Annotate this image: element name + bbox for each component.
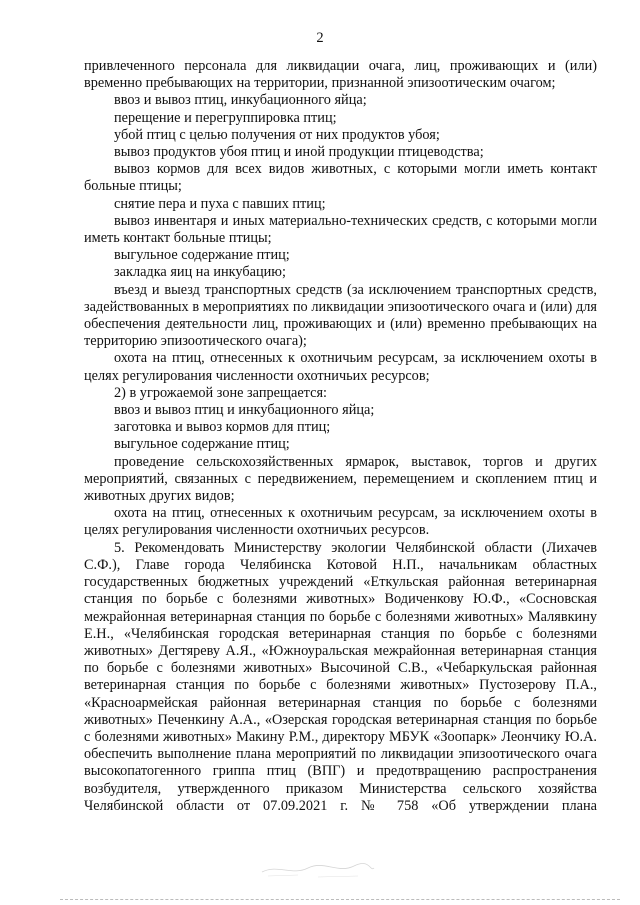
paragraph: выгульное содержание птиц; bbox=[114, 247, 290, 264]
paragraph: закладка яиц на инкубацию; bbox=[114, 264, 286, 281]
page-number: 2 bbox=[316, 30, 324, 46]
paragraph: охота на птиц, отнесенных к охотничьим ресурсам, за исключением охоты в целях регулирования численности охотничьих ресурсов; bbox=[84, 350, 597, 384]
page-bottom-edge bbox=[60, 899, 620, 900]
paragraph: привлеченного персонала для ликвидации очага, лиц, проживающих и (или) временно пребывающих на территории, признанной эпизоотическим очагом; bbox=[84, 58, 597, 92]
paragraph: охота на птиц, отнесенных к охотничьим ресурсам, за исключением охоты в целях регулирования численности охотничьих ресурсов. bbox=[84, 505, 597, 539]
paragraph: вывоз кормов для всех видов животных, с которыми могли иметь контакт больные птицы; bbox=[84, 161, 597, 195]
paragraph: вывоз продуктов убоя птиц и иной продукции птицеводства; bbox=[114, 144, 484, 161]
paragraph: ввоз и вывоз птиц и инкубационного яйца; bbox=[114, 402, 375, 419]
signature-stamp-mark bbox=[258, 858, 378, 880]
paragraph: проведение сельскохозяйственных ярмарок, выставок, торгов и других мероприятий, связанных с передвижением, перемещением и скоплением птиц и животных других видов; bbox=[84, 453, 597, 505]
document-body bbox=[84, 58, 597, 815]
paragraph: въезд и выезд транспортных средств (за исключением транспортных средств, задействованных в мероприятиях по ликвидации эпизоотического очага и (или) для обеспечения деятельности лиц, проживающих и (или) временно пребывающих на территорию эпизоотического очага); bbox=[84, 281, 597, 350]
paragraph: ввоз и вывоз птиц, инкубационного яйца; bbox=[114, 92, 367, 109]
paragraph: перещение и перегруппировка птиц; bbox=[114, 109, 337, 126]
paragraph: 2) в угрожаемой зоне запрещается: bbox=[114, 384, 328, 401]
paragraph: выгульное содержание птиц; bbox=[114, 436, 290, 453]
paragraph: вывоз инвентаря и иных материально-технических средств, с которыми могли иметь контакт больные птицы; bbox=[84, 212, 597, 247]
paragraph: 5. Рекомендовать Министерству экологии Челябинской области (Лихачев С.Ф.), Главе города Челябинска Котовой Н.П., начальникам областных государственных бюджетных учреждений «Еткульская районная ветеринарная станция по борьбе с болезнями животных» Водиченкову Ю.Ф., «Сосновская межрайонная ветеринарная станция по борьбе с болезнями животных» Малявкину Е.Н., «Челябинская городская ветеринарная станция по борьбе с болезнями животных» Дегтяреву А.Я., «Южноуральская межрайонная ветеринарная станция по борьбе с болезнями животных» Высочиной С.В., «Чебаркульская районная ветеринарная станция по борьбе с болезнями животных» Пустозерову П.А., «Красноармейская районная ветеринарная станция по борьбе с болезнями животных» Печенкину А.А., «Озерская городская ветеринарная станция по борьбе с болезнями животных» Макину Р.М., директору МБУК «Зоопарк» Леончику Ю.А. обеспечить выполнение плана мероприятий по ликвидации эпизоотического очага высокопатогенного гриппа птиц (ВПГ) и предотвращению распространения возбудителя, утвержденного приказом Министерства сельского хозяйства Челябинской области от 07.09.2021 г. № 758 «Об утверждении плана bbox=[84, 539, 597, 814]
paragraph: заготовка и вывоз кормов для птиц; bbox=[114, 419, 331, 436]
paragraph: снятие пера и пуха с павших птиц; bbox=[114, 195, 326, 212]
paragraph: убой птиц с целью получения от них продуктов убоя; bbox=[114, 126, 440, 143]
